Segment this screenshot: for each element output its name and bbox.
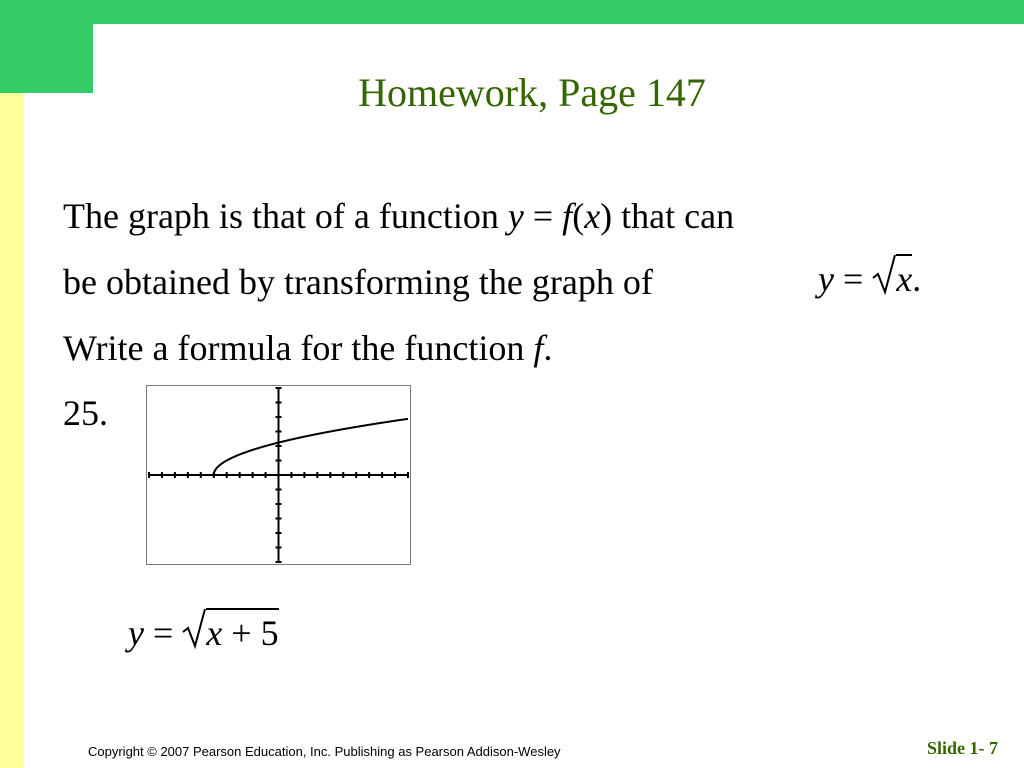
line1-eq: = [523, 196, 563, 236]
line1-suffix: that can [612, 196, 735, 236]
prompt-line-2: be obtained by transforming the graph of [63, 262, 653, 302]
answer-radical [182, 608, 278, 654]
answer-radicand [206, 608, 278, 654]
line1-paren-open: ( [572, 196, 585, 236]
calculator-graph [146, 385, 411, 565]
answer-radicand-rest: + 5 [222, 613, 279, 653]
line3-prefix: Write a formula for the function [63, 328, 534, 368]
problem-number: 25. [63, 393, 108, 433]
answer-radicand-var: x [206, 613, 223, 653]
slide-number: Slide 1- 7 [926, 738, 998, 758]
line1-x: x [584, 196, 601, 236]
parent-eq-sign: = [833, 259, 873, 299]
top-accent-bar [0, 0, 1024, 24]
parent-trailing-period: . [912, 259, 922, 299]
parent-function-equation [818, 254, 921, 300]
left-accent-bar [0, 93, 24, 768]
copyright-footer: Copyright © 2007 Pearson Education, Inc. Publishing as Pearson Addison-Wesley [88, 744, 561, 759]
line1-f: f [562, 196, 573, 236]
graph-plot [147, 386, 410, 564]
line3-f: f [533, 328, 544, 368]
prompt-line-1 [63, 195, 734, 237]
parent-radical [872, 254, 912, 300]
parent-lhs: y [818, 259, 834, 299]
answer-equation [128, 608, 279, 654]
line1-prefix: The graph is that of a function [63, 196, 508, 236]
radical-sign-icon [182, 606, 206, 650]
line1-y: y [507, 196, 524, 236]
answer-lhs: y [128, 613, 144, 653]
line1-paren-close: ) [600, 196, 613, 236]
line3-period: . [543, 328, 553, 368]
answer-eq-sign: = [143, 613, 183, 653]
slide-title: Homework, Page 147 [358, 70, 706, 115]
function-curve [214, 419, 408, 475]
parent-radicand: x [896, 254, 912, 300]
prompt-line-3 [63, 327, 552, 369]
radical-sign-icon [872, 252, 896, 296]
